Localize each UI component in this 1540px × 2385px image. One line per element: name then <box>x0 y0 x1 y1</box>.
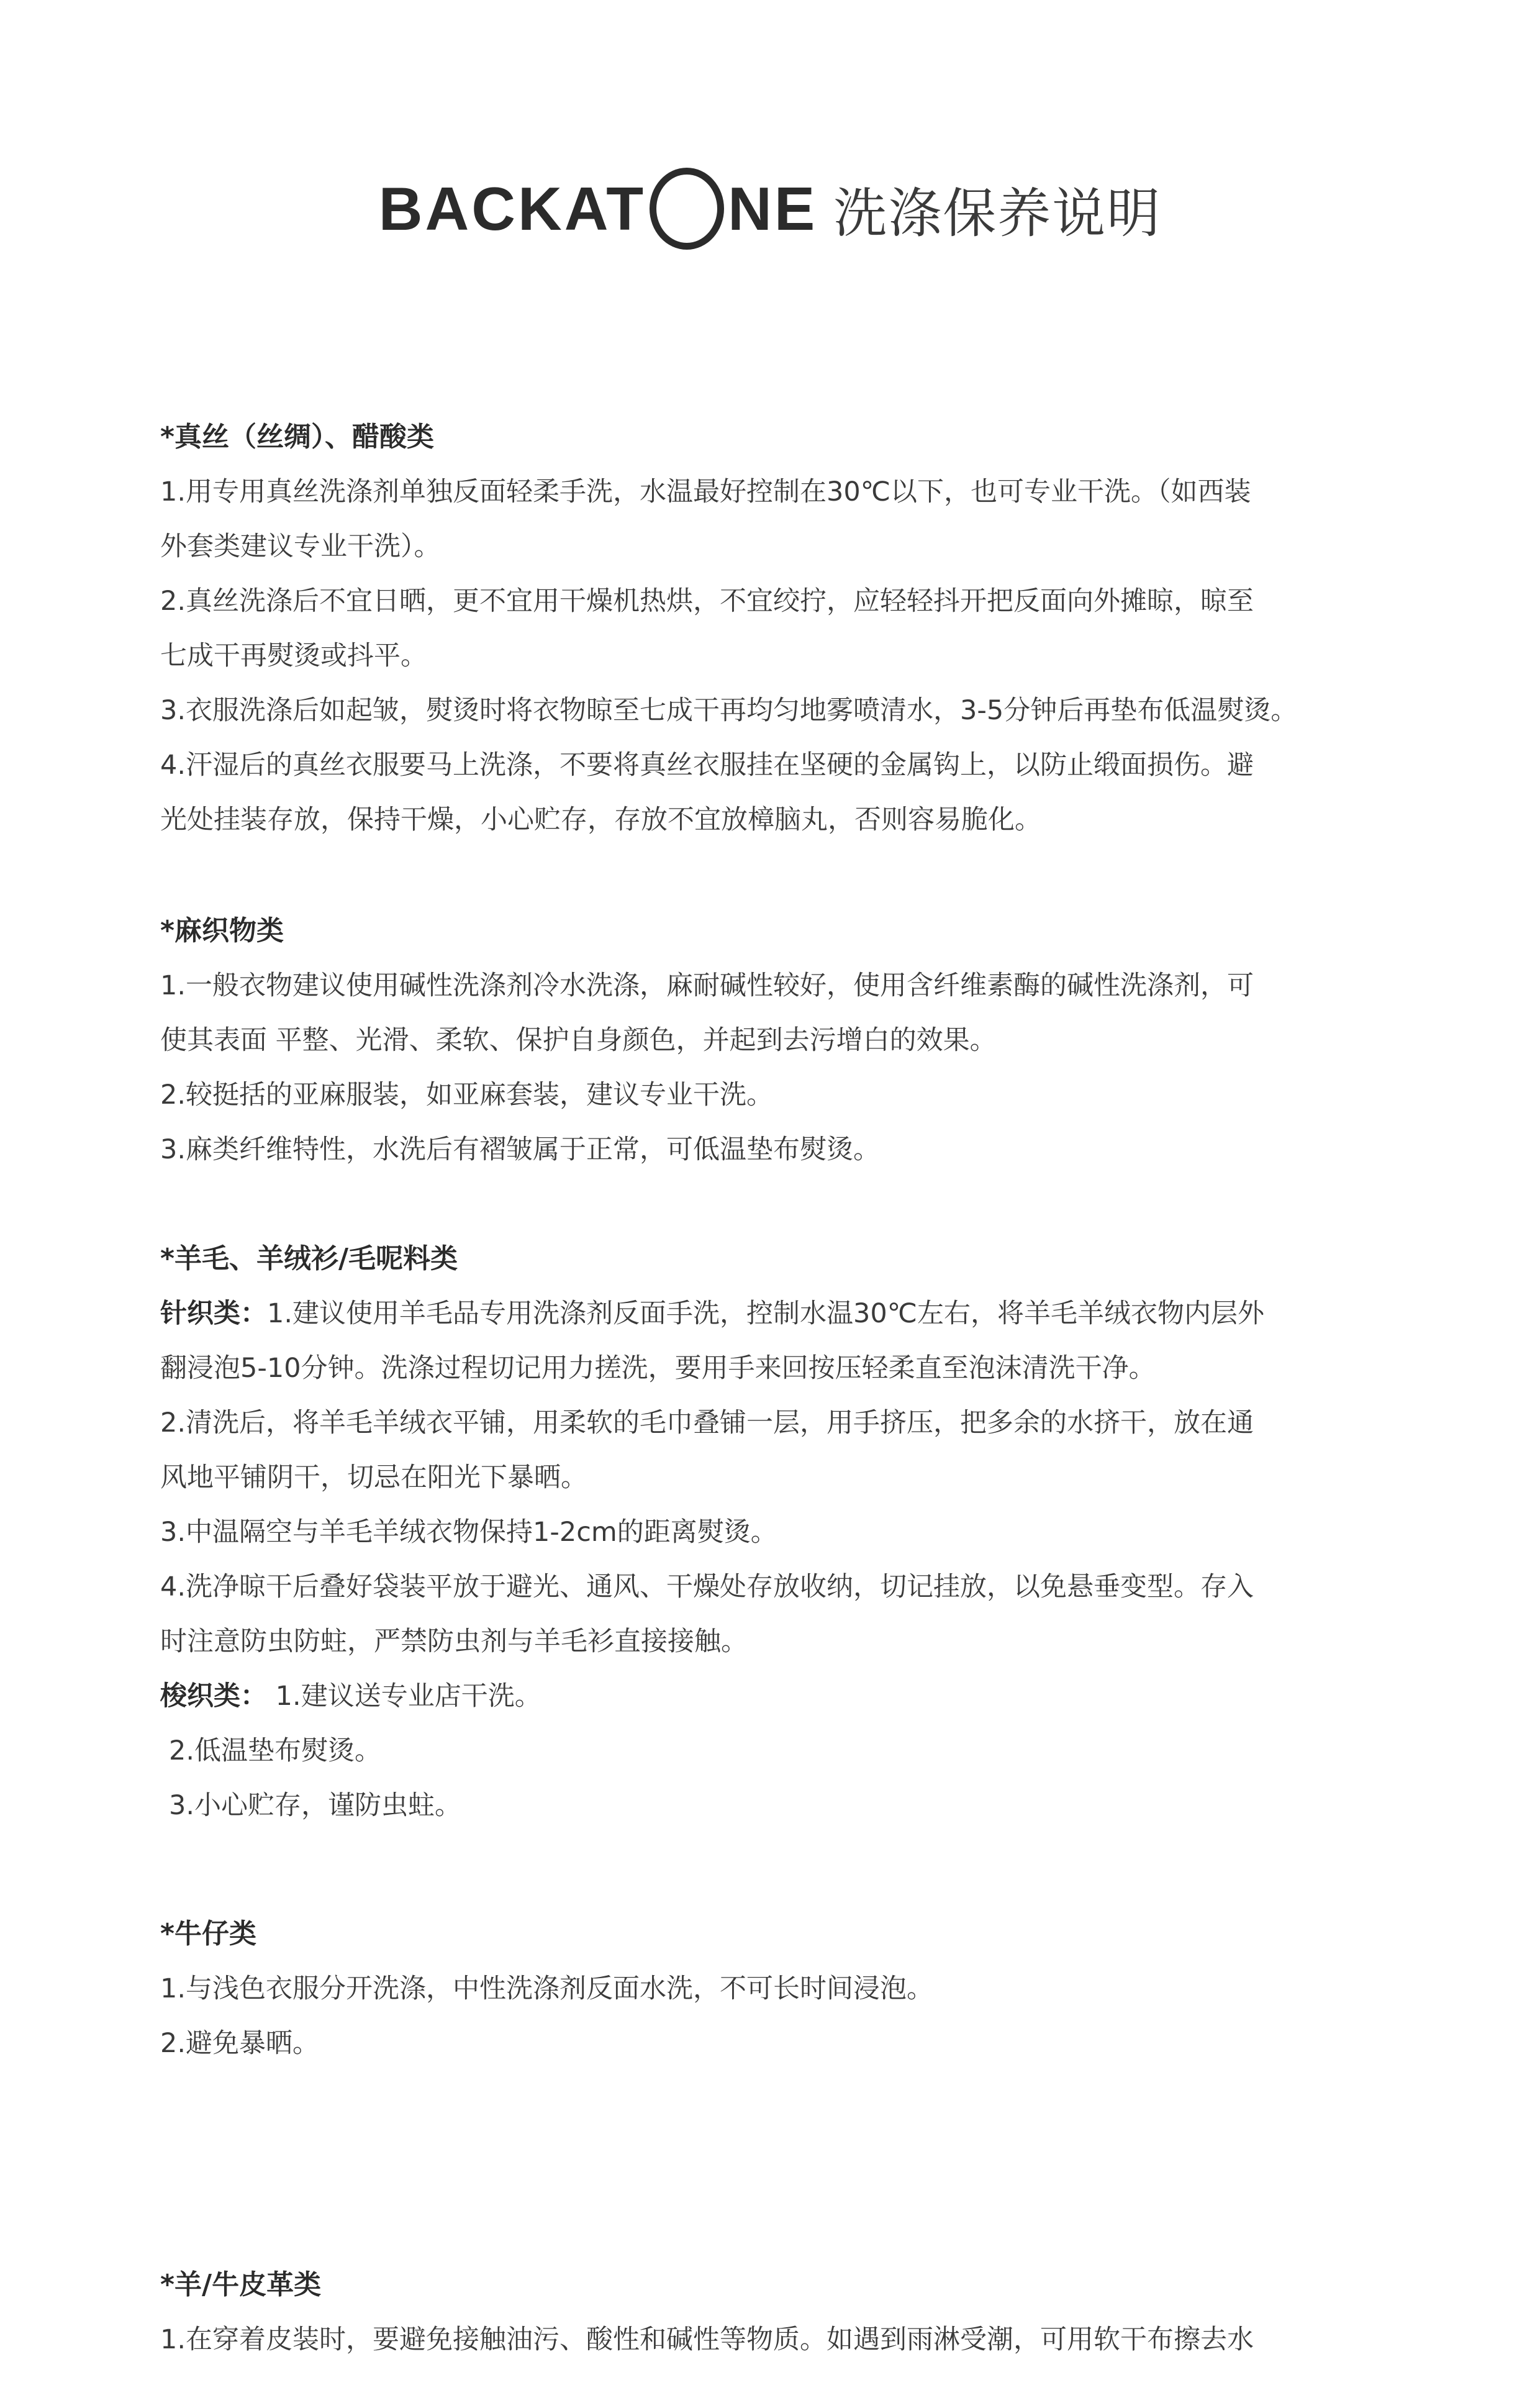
linen-line: 2.较挺括的亚麻服装，如亚麻套装，建议专业干洗。 <box>160 1079 774 1111</box>
linen-line: 1.一般衣物建议使用碱性洗涤剂冷水洗涤，麻耐碱性较好，使用含纤维素酶的碱性洗涤剂，可 <box>160 970 1254 1001</box>
section-title-leather: *羊/牛皮革类 <box>160 2269 322 2301</box>
section-title-wool: *羊毛、羊绒衫/毛呢料类 <box>160 1243 458 1274</box>
brand-text-right: NE <box>728 174 818 243</box>
silk-line: 2.真丝洗涤后不宜日晒，更不宜用干燥机热烘，不宜绞拧，应轻轻抖开把反面向外摊晾，晾至 <box>160 586 1254 617</box>
wool-line: 1.建议使用羊毛品专用洗涤剂反面手洗，控制水温30℃左右，将羊毛羊绒衣物内层外 <box>267 1298 1265 1329</box>
wool-line: 时注意防虫防蛀，严禁防虫剂与羊毛衫直接接触。 <box>160 1626 748 1657</box>
wool-line: 1.建议送专业店干洗。 <box>267 1681 541 1712</box>
section-leather <box>160 2258 1402 2367</box>
wool-line: 风地平铺阴干，切忌在阳光下暴晒。 <box>160 1462 587 1493</box>
section-wool <box>160 1232 1402 1833</box>
page-header <box>0 168 1540 250</box>
linen-line: 使其表面 平整、光滑、柔软、保护自身颜色，并起到去污增白的效果。 <box>160 1025 997 1056</box>
silk-line: 外套类建议专业干洗）。 <box>160 531 441 562</box>
section-silk <box>160 410 1402 847</box>
wool-line: 4.洗净晾干后叠好袋装平放于避光、通风、干燥处存放收纳，切记挂放，以免悬垂变型。存入 <box>160 1571 1254 1602</box>
wool-line: 3.中温隔空与羊毛羊绒衣物保持1-2cm的距离熨烫。 <box>160 1517 777 1548</box>
wool-line: 翻浸泡5-10分钟。洗涤过程切记用力搓洗，要用手来回按压轻柔直至泡沫清洗干净。 <box>160 1353 1156 1384</box>
silk-line: 4.汗湿后的真丝衣服要马上洗涤，不要将真丝衣服挂在坚硬的金属钩上，以防止缎面损伤。避 <box>160 750 1254 781</box>
wool-line: 2.清洗后，将羊毛羊绒衣平铺，用柔软的毛巾叠铺一层，用手挤压，把多余的水挤干，放在通 <box>160 1407 1254 1438</box>
section-title-denim: *牛仔类 <box>160 1918 257 1950</box>
brand-text-left: BACKAT <box>378 174 646 243</box>
denim-line: 1.与浅色衣服分开洗涤，中性洗涤剂反面水洗，不可长时间浸泡。 <box>160 1973 934 2004</box>
brand-logo <box>379 168 818 250</box>
section-denim <box>160 1907 1402 2071</box>
silk-line: 光处挂装存放，保持干燥，小心贮存，存放不宜放樟脑丸，否则容易脆化。 <box>160 804 1041 835</box>
linen-line: 3.麻类纤维特性，水洗后有褶皱属于正常，可低温垫布熨烫。 <box>160 1134 881 1165</box>
page-title: 洗涤保养说明 <box>833 183 1162 245</box>
silk-line: 1.用专用真丝洗涤剂单独反面轻柔手洗，水温最好控制在30℃以下，也可专业干洗。（如西装 <box>160 476 1251 507</box>
section-title-silk: *真丝（丝绸）、醋酸类 <box>160 421 435 453</box>
wool-line: 3.小心贮存，谨防虫蛀。 <box>169 1790 462 1821</box>
section-title-linen: *麻织物类 <box>160 915 284 947</box>
woven-label: 梭织类： <box>160 1681 267 1712</box>
silk-line: 七成干再熨烫或抖平。 <box>160 640 427 671</box>
leather-line: 1.在穿着皮装时，要避免接触油污、酸性和碱性等物质。如遇到雨淋受潮，可用软干布擦去水 <box>160 2324 1254 2355</box>
wool-line: 2.低温垫布熨烫。 <box>169 1735 382 1766</box>
knit-label: 针织类： <box>160 1298 267 1329</box>
brand-o-ring-icon <box>650 168 724 250</box>
wool-knit-first-line <box>160 1286 1402 1341</box>
wool-woven-first-line <box>160 1669 1402 1724</box>
section-linen <box>160 904 1402 1177</box>
denim-line: 2.避免暴晒。 <box>160 2028 320 2059</box>
silk-line: 3.衣服洗涤后如起皱，熨烫时将衣物晾至七成干再均匀地雾喷清水，3-5分钟后再垫布低温熨烫。 <box>160 695 1298 726</box>
